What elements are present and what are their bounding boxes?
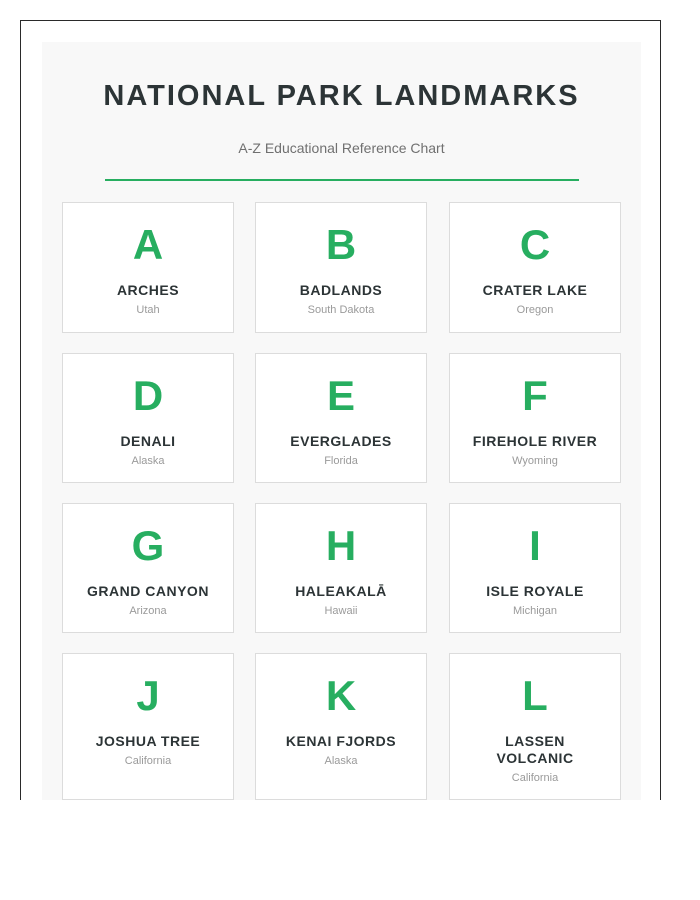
park-state: Wyoming bbox=[512, 455, 558, 467]
park-card-h bbox=[255, 503, 427, 633]
park-name: FIREHOLE RIVER bbox=[472, 433, 598, 449]
park-letter: E bbox=[326, 372, 355, 419]
park-letter: C bbox=[519, 221, 551, 268]
park-letter: I bbox=[529, 522, 541, 569]
park-state: California bbox=[124, 755, 172, 767]
park-name: GRAND CANYON bbox=[87, 583, 209, 599]
park-card-g bbox=[62, 503, 234, 633]
park-state: Utah bbox=[136, 304, 160, 316]
park-letter: A bbox=[132, 221, 164, 268]
park-card-l bbox=[449, 653, 621, 800]
page-title: NATIONAL PARK LANDMARKS bbox=[103, 80, 580, 112]
park-card-c bbox=[449, 202, 621, 333]
park-card-a bbox=[62, 202, 234, 333]
park-state: Alaska bbox=[324, 755, 358, 767]
park-name: JOSHUA TREE bbox=[95, 733, 201, 749]
park-letter: G bbox=[131, 522, 165, 569]
park-name: CRATER LAKE bbox=[482, 282, 588, 298]
park-state: Hawaii bbox=[324, 605, 358, 617]
park-card-k bbox=[255, 653, 427, 800]
park-card-e bbox=[255, 353, 427, 483]
park-state: Alaska bbox=[131, 455, 165, 467]
park-letter: F bbox=[522, 372, 548, 419]
park-name: EVERGLADES bbox=[290, 433, 392, 449]
park-state: Oregon bbox=[516, 304, 554, 316]
park-name: ARCHES bbox=[116, 282, 180, 298]
park-name: KENAI FJORDS bbox=[285, 733, 397, 749]
park-state: South Dakota bbox=[307, 304, 375, 316]
page-subtitle: A-Z Educational Reference Chart bbox=[238, 140, 445, 156]
park-letter: D bbox=[132, 372, 164, 419]
park-name: LASSEN VOLCANIC bbox=[496, 733, 574, 766]
title-divider bbox=[105, 179, 579, 181]
park-letter: L bbox=[522, 672, 548, 719]
page-frame bbox=[20, 20, 661, 800]
park-state: Arizona bbox=[129, 605, 167, 617]
chart-panel bbox=[42, 42, 641, 800]
park-card-b bbox=[255, 202, 427, 333]
park-name: ISLE ROYALE bbox=[486, 583, 584, 599]
park-name: HALEAKALĀ bbox=[295, 583, 387, 599]
park-letter: J bbox=[136, 672, 160, 719]
park-letter: B bbox=[325, 221, 357, 268]
park-letter: H bbox=[325, 522, 357, 569]
park-letter: K bbox=[325, 672, 357, 719]
park-card-j bbox=[62, 653, 234, 800]
park-state: California bbox=[511, 772, 559, 784]
park-card-d bbox=[62, 353, 234, 483]
park-state: Florida bbox=[324, 455, 358, 467]
park-card-i bbox=[449, 503, 621, 633]
park-name: BADLANDS bbox=[299, 282, 383, 298]
park-name: DENALI bbox=[120, 433, 176, 449]
park-state: Michigan bbox=[512, 605, 558, 617]
park-card-f bbox=[449, 353, 621, 483]
